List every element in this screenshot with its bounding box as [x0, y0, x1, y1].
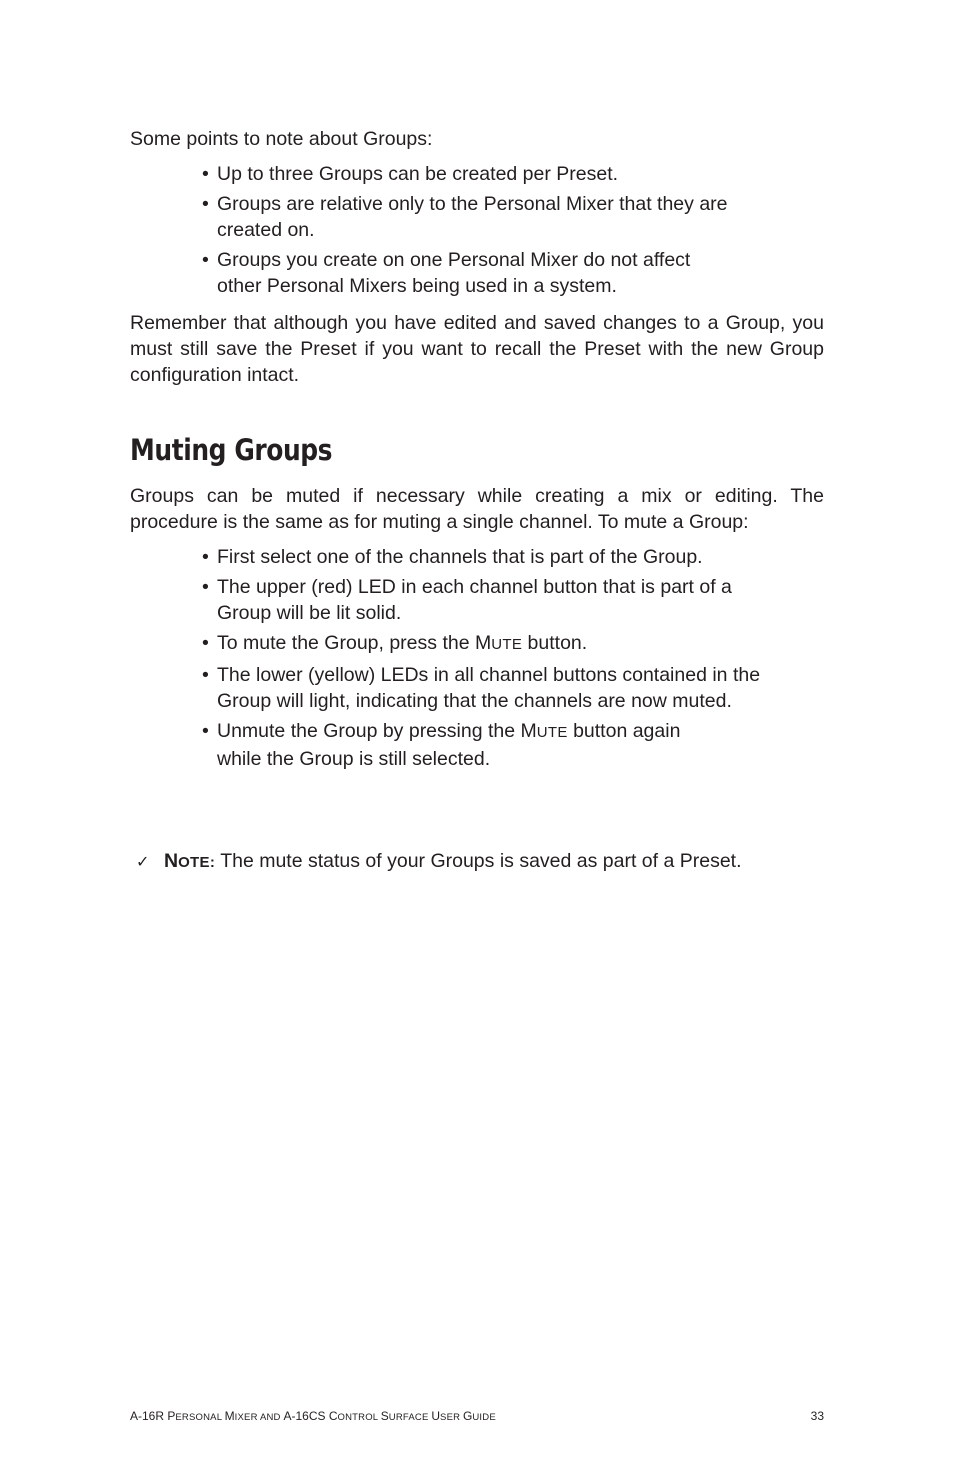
page-number: 33: [810, 1409, 824, 1423]
section-heading: Muting Groups: [130, 433, 333, 467]
bullet-icon: •: [202, 546, 209, 568]
note-callout: [136, 848, 742, 876]
list-item: • The upper (red) LED in each channel button that is part of a Group will be lit solid.: [202, 576, 732, 624]
bullet-icon: •: [202, 163, 209, 185]
groups-points-list: [200, 161, 770, 303]
bullet-icon: •: [202, 664, 209, 686]
list-item: • Groups are relative only to the Personal Mixer that they are created on.: [202, 193, 728, 241]
note-text: The mute status of your Groups is saved as part of a Preset.: [215, 850, 742, 872]
footer-guide-title: A-16R PERSONAL MIXER AND A-16CS CONTROL SURFACE USER GUIDE: [130, 1409, 496, 1423]
list-item: • First select one of the channels that is part of the Group.: [202, 546, 703, 568]
muting-intro: Groups can be muted if necessary while creating a mix or editing. The procedure is the same as for muting a single channel. To mute a Group:: [130, 485, 824, 533]
bullet-icon: •: [202, 720, 209, 742]
groups-intro: Some points to note about Groups:: [130, 128, 433, 150]
list-item: • Groups you create on one Personal Mixer do not affect other Personal Mixers being used in a system.: [202, 249, 691, 297]
mute-key-label: MUTE: [474, 632, 523, 654]
list-item: • Up to three Groups can be created per Preset.: [202, 163, 619, 185]
muting-steps-list: [200, 544, 770, 776]
bullet-icon: •: [202, 576, 209, 598]
checkmark-icon: ✓: [136, 854, 150, 871]
list-item: • The lower (yellow) LEDs in all channel buttons contained in the Group will light, indicating that the channels are now muted.: [202, 664, 761, 712]
note-label: NOTE:: [164, 850, 216, 872]
bullet-icon: •: [202, 193, 209, 215]
bullet-icon: •: [202, 249, 209, 271]
list-item: • Unmute the Group by pressing the MUTE button again while the Group is still selected.: [202, 720, 681, 770]
mute-key-label: MUTE: [520, 720, 568, 742]
remember-paragraph: Remember that although you have edited and saved changes to a Group, you must still save the Preset if you want to recall the Preset with the new Group configuration intact.: [130, 312, 824, 386]
bullet-icon: •: [202, 632, 209, 654]
list-item: • To mute the Group, press the MUTE button.: [202, 632, 588, 654]
